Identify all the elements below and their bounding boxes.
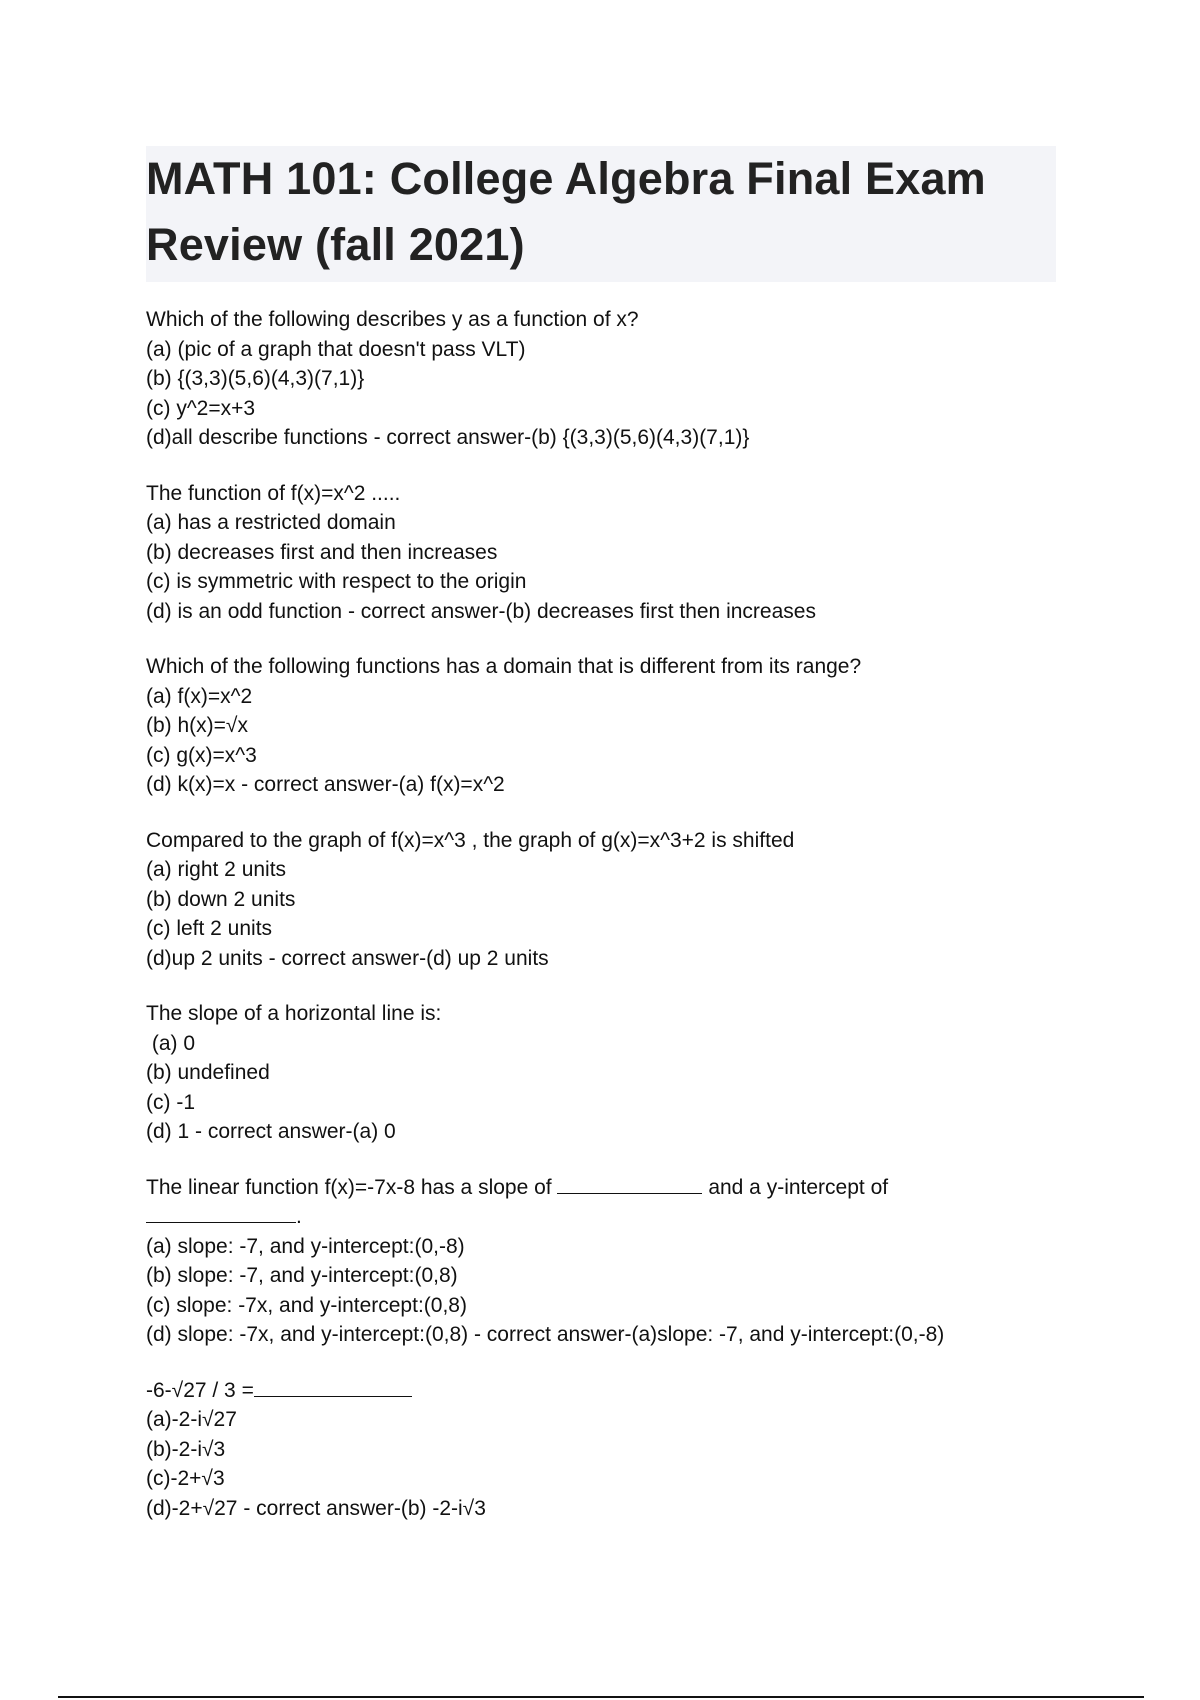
answer-blank bbox=[254, 1376, 412, 1397]
answer-option: (b) {(3,3)(5,6)(4,3)(7,1)} bbox=[146, 367, 365, 390]
question-stem-line bbox=[146, 1173, 1066, 1203]
question-2 bbox=[146, 479, 1066, 627]
answer-option: (a) 0 bbox=[146, 1031, 196, 1055]
question-stem-end: . bbox=[296, 1205, 302, 1228]
answer-option: (d)-2+√27 - correct answer-(b) -2-i√3 bbox=[146, 1496, 486, 1520]
answer-blank bbox=[557, 1173, 702, 1194]
question-stem-line bbox=[146, 1376, 1066, 1406]
answer-option: (d)all describe functions - correct answer-(b) {(3,3)(5,6)(4,3)(7,1)} bbox=[146, 426, 750, 449]
question-stem: Which of the following functions has a domain that is different from its range? bbox=[146, 655, 862, 678]
question-7 bbox=[146, 1376, 1066, 1524]
answer-option: (d)up 2 units - correct answer-(d) up 2 units bbox=[146, 946, 549, 970]
answer-option: (a) f(x)=x^2 bbox=[146, 684, 253, 708]
answer-option: (b) decreases first and then increases bbox=[146, 540, 498, 564]
footer-divider bbox=[58, 1696, 1144, 1698]
answer-blank bbox=[146, 1202, 296, 1223]
answer-option: (a)-2-i√27 bbox=[146, 1408, 237, 1431]
question-stem: Compared to the graph of f(x)=x^3 , the graph of g(x)=x^3+2 is shifted bbox=[146, 828, 795, 852]
question-1 bbox=[146, 305, 1066, 453]
answer-option: (d) k(x)=x - correct answer-(a) f(x)=x^2 bbox=[146, 773, 505, 796]
answer-option: (a) (pic of a graph that doesn't pass VLT) bbox=[146, 337, 526, 361]
question-4 bbox=[146, 826, 1066, 974]
answer-option: (c)-2+√3 bbox=[146, 1467, 225, 1490]
answer-option: (a) right 2 units bbox=[146, 858, 287, 881]
question-3 bbox=[146, 652, 1066, 800]
title-block bbox=[146, 146, 1056, 282]
answer-option: (c) -1 bbox=[146, 1090, 195, 1114]
answer-option: (b)-2-i√3 bbox=[146, 1437, 226, 1461]
answer-option: (d) slope: -7x, and y-intercept:(0,8) - correct answer-(a)slope: -7, and y-intercept:(0,-8) bbox=[146, 1323, 945, 1346]
answer-option: (b) h(x)=√x bbox=[146, 714, 248, 737]
question-6 bbox=[146, 1173, 1066, 1350]
page-title: MATH 101: College Algebra Final Exam Review (fall 2021) bbox=[146, 153, 986, 270]
answer-option: (a) has a restricted domain bbox=[146, 511, 396, 534]
answer-option: (c) y^2=x+3 bbox=[146, 396, 256, 420]
question-stem: The function of f(x)=x^2 ..... bbox=[146, 481, 401, 505]
answer-option: (c) g(x)=x^3 bbox=[146, 743, 257, 767]
answer-option: (d) 1 - correct answer-(a) 0 bbox=[146, 1120, 396, 1143]
answer-option: (c) is symmetric with respect to the origin bbox=[146, 570, 527, 593]
question-stem: Which of the following describes y as a function of x? bbox=[146, 308, 639, 331]
question-list bbox=[146, 305, 1066, 1549]
answer-option: (c) slope: -7x, and y-intercept:(0,8) bbox=[146, 1293, 467, 1317]
question-stem: -6-√27 / 3 = bbox=[146, 1378, 254, 1402]
answer-option: (c) left 2 units bbox=[146, 917, 273, 940]
question-stem-line bbox=[146, 1202, 1066, 1232]
answer-option: (a) slope: -7, and y-intercept:(0,-8) bbox=[146, 1234, 465, 1258]
answer-option: (b) slope: -7, and y-intercept:(0,8) bbox=[146, 1264, 458, 1287]
question-stem-part2: and a y-intercept of bbox=[708, 1175, 889, 1199]
question-stem-part1: The linear function f(x)=-7x-8 has a slope of bbox=[146, 1175, 552, 1199]
answer-option: (b) undefined bbox=[146, 1061, 270, 1084]
question-stem: The slope of a horizontal line is: bbox=[146, 1002, 442, 1025]
answer-option: (b) down 2 units bbox=[146, 887, 296, 911]
question-5 bbox=[146, 999, 1066, 1147]
answer-option: (d) is an odd function - correct answer-(b) decreases first then increases bbox=[146, 599, 816, 623]
